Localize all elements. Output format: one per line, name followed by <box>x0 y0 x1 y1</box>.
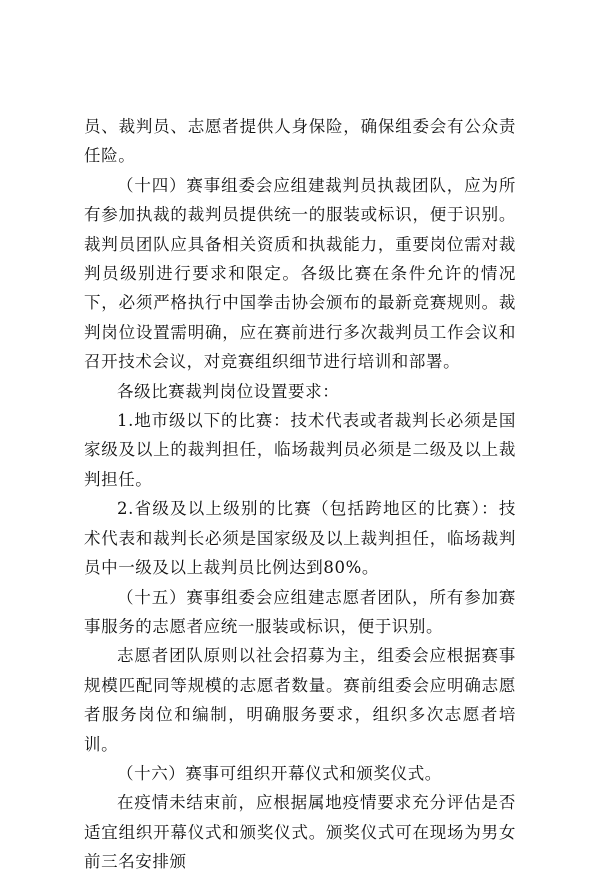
paragraph-epidemic-ceremonies: 在疫情未结束前，应根据属地疫情要求充分评估是否适宜组织开幕仪式和颁奖仪式。颁奖仪式可在现场为男女前三名安排颁 <box>84 793 516 872</box>
paragraph-requirement-2: 2.省级及以上级别的比赛（包括跨地区的比赛）：技术代表和裁判长必须是国家级及以上裁判担任，临场裁判员中一级及以上裁判员比例达到80%。 <box>84 499 516 578</box>
paragraph-ceremonies: （十六）赛事可组织开幕仪式和颁奖仪式。 <box>117 763 442 783</box>
paragraph-requirement-1: 1.地市级以下的比赛：技术代表或者裁判长必须是国家级及以上的裁判担任，临场裁判员必须是二级及以上裁判担任。 <box>84 411 516 489</box>
paragraph-insurance: 员、裁判员、志愿者提供人身保险，确保组委会有公众责任险。 <box>84 117 516 166</box>
document-body <box>84 112 516 877</box>
paragraph-referee-team: （十四）赛事组委会应组建裁判员执裁团队，应为所有参加执裁的裁判员提供统一的服装或标识，便于识别。裁判员团队应具备相关资质和执裁能力，重要岗位需对裁判员级别进行要求和限定。各级比赛在条件允许的情况下，必须严格执行中国拳击协会颁布的最新竞赛规则。裁判岗位设置需明确，应在赛前进行多次裁判员工作会议和召开技术会议，对竞赛组织细节进行培训和部署。 <box>84 175 516 372</box>
paragraph-referee-requirements-heading: 各级比赛裁判岗位设置要求： <box>117 381 340 401</box>
paragraph-volunteer-team: （十五）赛事组委会应组建志愿者团队，所有参加赛事服务的志愿者应统一服装或标识，便于识别。 <box>84 587 516 636</box>
paragraph-volunteer-recruitment: 志愿者团队原则以社会招募为主，组委会应根据赛事规模匹配同等规模的志愿者数量。赛前组委会应明确志愿者服务岗位和编制，明确服务要求，组织多次志愿者培训。 <box>84 646 516 754</box>
